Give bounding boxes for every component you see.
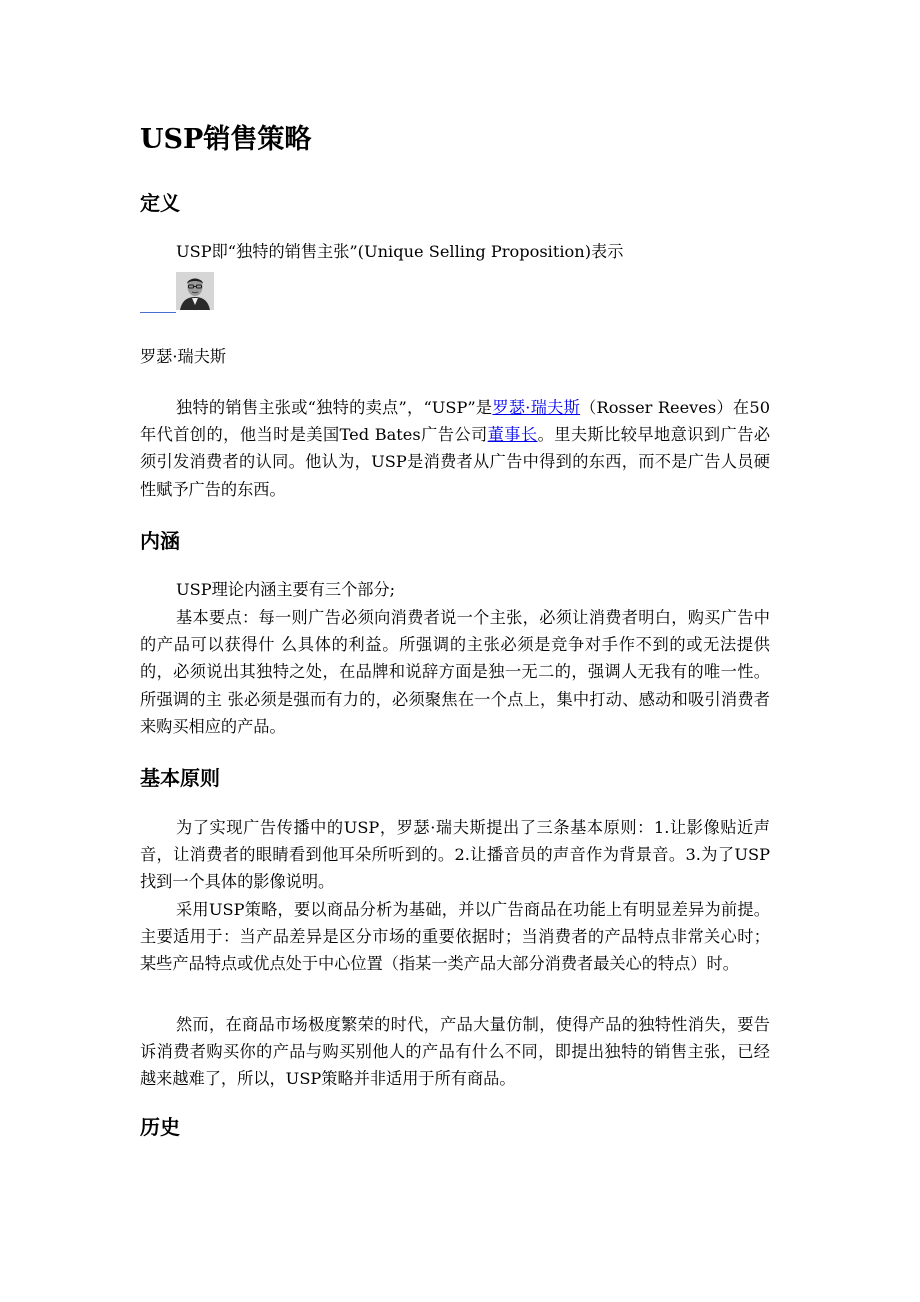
definition-intro: USP即“独特的销售主张”(Unique Selling Proposition)表示 — [176, 242, 624, 261]
principles-paragraph-3: 然而，在商品市场极度繁荣的时代，产品大量仿制，使得产品的独特性消失，要告诉消费者购买你的产品与购买别他人的产品有什么不同，即提出独特的销售主张，已经越来越难了，所以，USP策略并非适用于所有商品。 — [140, 1015, 770, 1089]
connotation-paragraph: 基本要点：每一则广告必须向消费者说一个主张，必须让消费者明白，购买广告中的产品可以获得什 么具体的利益。所强调的主张必须是竞争对手作不到的或无法提供的，必须说出其独特之处，在品牌和说辞方面是独一无二的，强调人无我有的唯一性。所强调的主 张必须是强而有力的，必须聚焦在一个点上，集中打动、感动和吸引消费者来购买相应的产品。 — [140, 608, 770, 736]
photo-link-underline — [140, 312, 176, 313]
section-heading-connotation: 内涵 — [140, 529, 180, 553]
section-heading-definition: 定义 — [140, 191, 180, 215]
definition-text-3: 。里夫斯比较早地意识到广告必须引发消费者的认同。他认为，USP是消费者从广告中得到的东西，而不是广告人员硬性赋予广告的东西。 — [140, 425, 771, 499]
principles-paragraph-2: 采用USP策略，要以商品分析为基础，并以广告商品在功能上有明显差异为前提。主要适用于：当产品差异是区分市场的重要依据时；当消费者的产品特点非常关心时；某些产品特点或优点处于中心位置（指某一类产品大部分消费者最关心的特点）时。 — [140, 900, 770, 974]
section-heading-principles: 基本原则 — [140, 766, 220, 790]
connotation-intro: USP理论内涵主要有三个部分; — [176, 580, 396, 599]
definition-paragraph — [140, 394, 770, 503]
portrait-link[interactable] — [140, 270, 216, 314]
portrait-caption: 罗瑟·瑞夫斯 — [140, 347, 227, 366]
portrait-illustration — [176, 272, 214, 310]
definition-text-1: 独特的销售主张或“独特的卖点”，“USP”是 — [176, 398, 493, 417]
page-title: USP销售策略 — [140, 124, 312, 155]
portrait-photo[interactable] — [176, 272, 214, 310]
link-rosser-reeves[interactable]: 罗瑟·瑞夫斯 — [492, 398, 581, 417]
definition-text-2: （Rosser Reeves）在50年代首创的，他当时是美国Ted Bates广告公司 — [140, 398, 770, 445]
principles-paragraph-1: 为了实现广告传播中的USP，罗瑟·瑞夫斯提出了三条基本原则：1.让影像贴近声音，让消费者的眼睛看到他耳朵所听到的。2.让播音员的声音作为背景音。3.为了USP找到一个具体的影像说明。 — [140, 818, 770, 892]
link-chairman[interactable]: 董事长 — [487, 425, 538, 445]
section-heading-history: 历史 — [140, 1115, 180, 1139]
